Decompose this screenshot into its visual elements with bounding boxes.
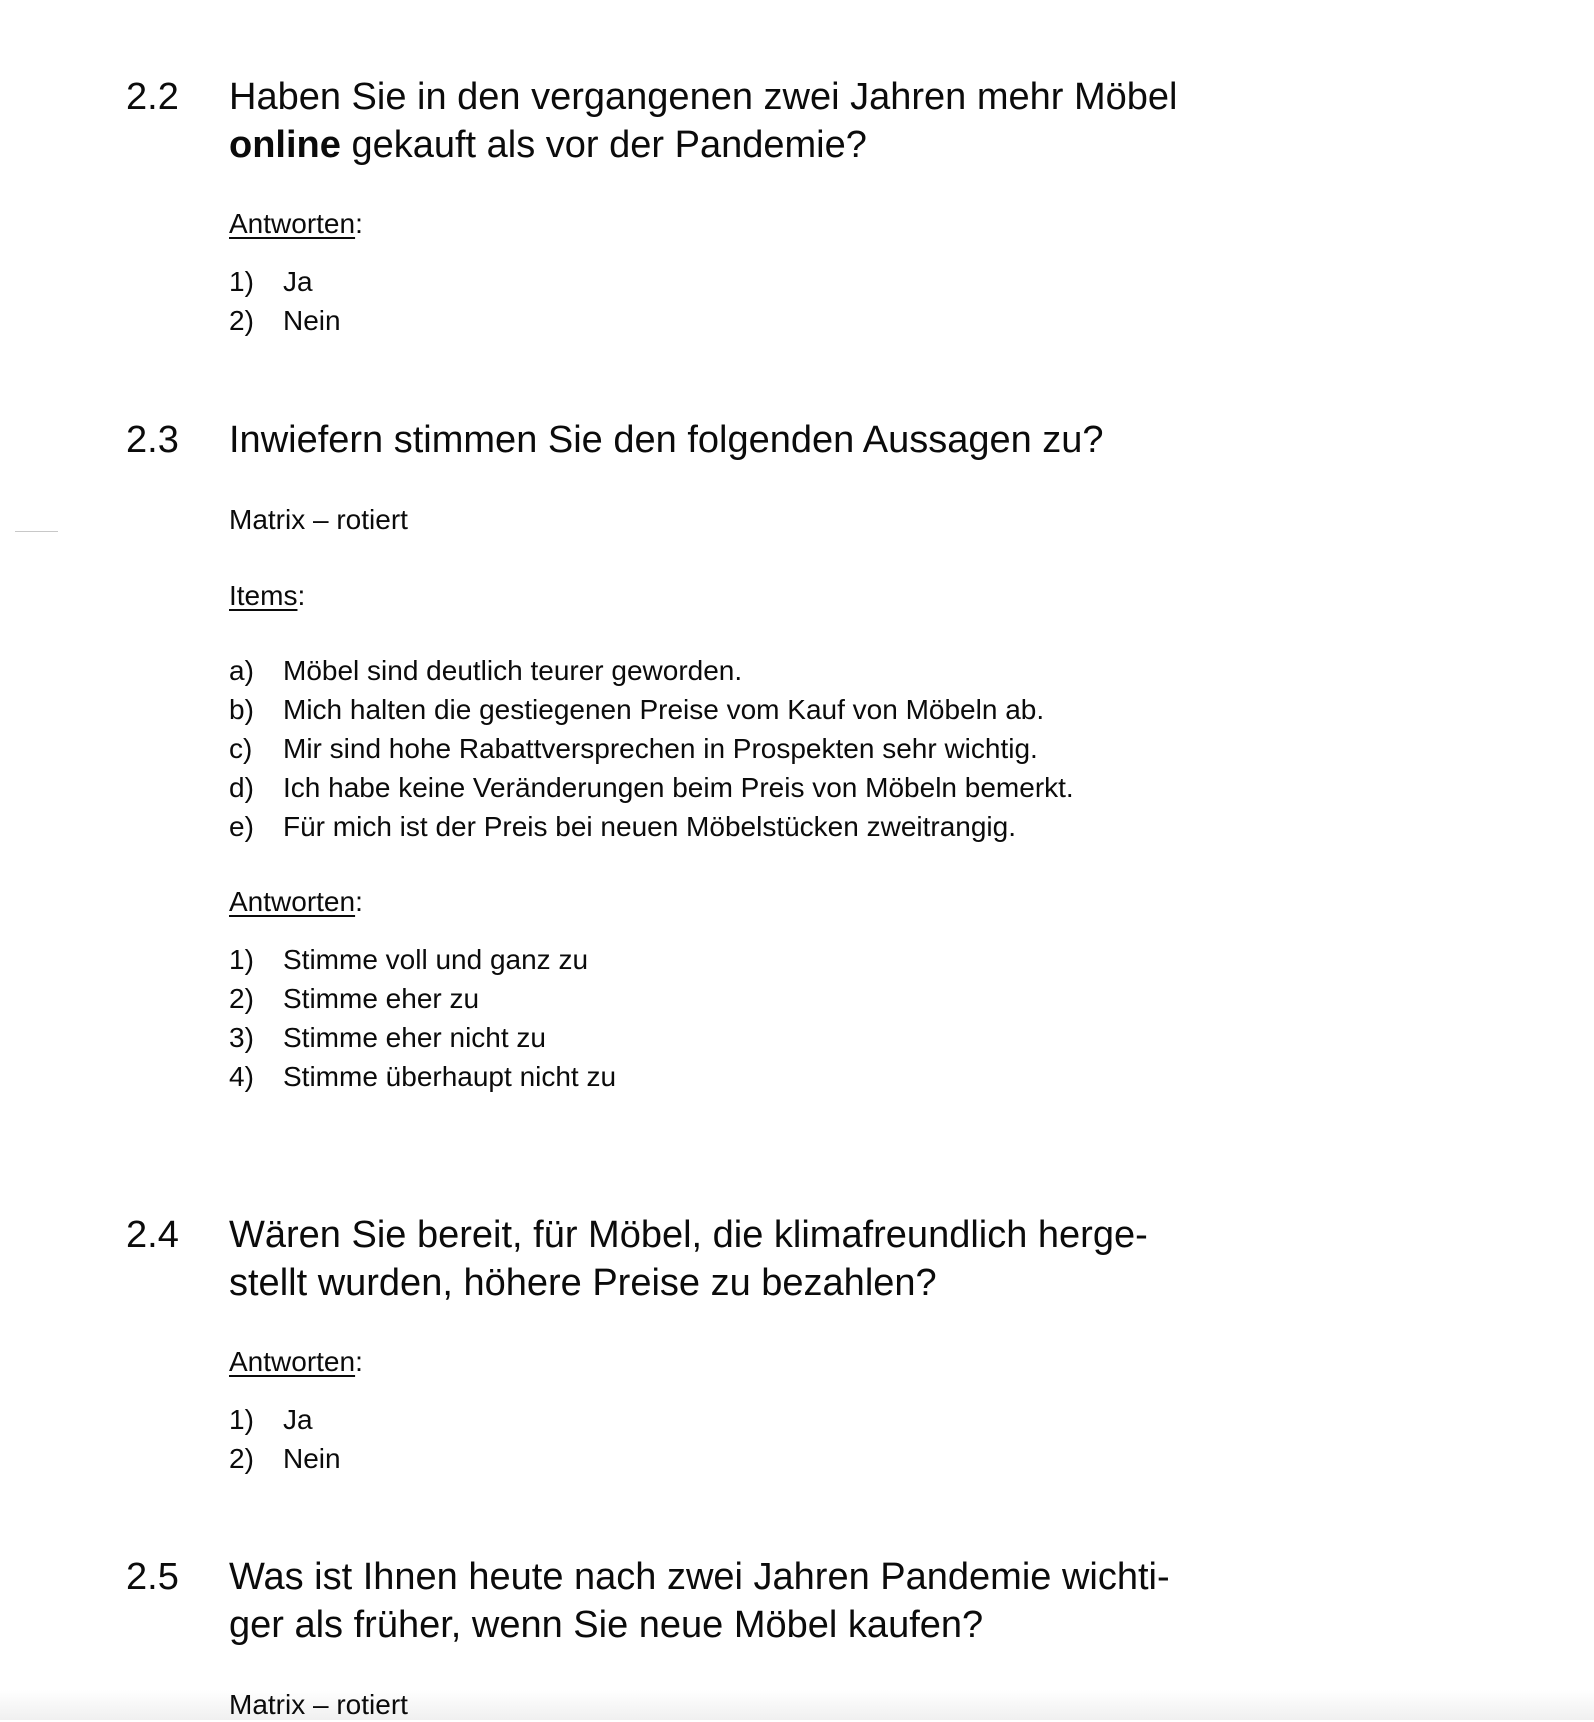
list-item [229, 940, 616, 979]
answers-label-text: Antworten [229, 1346, 356, 1377]
question-text-line-2: stellt wurden, höhere Preise zu bezahlen? [229, 1262, 937, 1304]
list-marker: 1) [229, 944, 254, 975]
label-colon: : [355, 208, 363, 239]
list-marker: e) [229, 811, 254, 842]
list-item-text: Stimme voll und ganz zu [283, 944, 589, 975]
question-text [229, 1211, 1229, 1307]
list-item-text: Mich halten die gestiegenen Preise vom Kauf von Möbeln ab. [283, 694, 1045, 725]
list-item [229, 1057, 616, 1096]
question-text-line-1: Haben Sie in den vergangenen zwei Jahren mehr Möbel [229, 76, 1178, 118]
question-number: 2.3 [126, 419, 179, 461]
question-text-line-1: Was ist Ihnen heute nach zwei Jahren Pandemie wichti- [229, 1556, 1170, 1598]
list-item-text: Nein [283, 305, 341, 336]
answers-label-text: Antworten [229, 886, 356, 917]
list-item-text: Ja [283, 1404, 313, 1435]
items-label-text: Items [229, 580, 298, 611]
list-marker: c) [229, 733, 253, 764]
answers-list-2-3 [229, 940, 616, 1096]
matrix-note: Matrix – rotiert [229, 504, 408, 535]
label-colon: : [355, 886, 363, 917]
question-number: 2.4 [126, 1214, 179, 1256]
question-text [229, 1553, 1229, 1649]
list-item-text: Nein [283, 1443, 341, 1474]
list-marker: 3) [229, 1022, 254, 1053]
question-text [229, 73, 1229, 169]
list-item [229, 1018, 616, 1057]
answers-label [229, 207, 363, 241]
matrix-note: Matrix – rotiert [229, 1689, 408, 1720]
list-item-text: Stimme eher nicht zu [283, 1022, 546, 1053]
question-number: 2.5 [126, 1556, 179, 1598]
list-item [229, 1439, 341, 1478]
list-item-text: Ja [283, 266, 313, 297]
list-item-text: Ich habe keine Veränderungen beim Preis von Möbeln bemerkt. [283, 772, 1074, 803]
list-item-text: Für mich ist der Preis bei neuen Möbelstücken zweitrangig. [283, 811, 1017, 842]
list-marker: a) [229, 655, 254, 686]
items-label [229, 579, 305, 613]
list-item [229, 1400, 341, 1439]
list-item [229, 262, 341, 301]
list-marker: 2) [229, 1443, 254, 1474]
answers-list-2-2 [229, 262, 341, 340]
question-text-emphasis: online [229, 124, 341, 166]
answers-label [229, 1345, 363, 1379]
question-text-line-2: ger als früher, wenn Sie neue Möbel kaufen? [229, 1604, 984, 1646]
list-marker: 4) [229, 1061, 254, 1092]
list-item [229, 651, 1074, 690]
list-marker: 1) [229, 1404, 254, 1435]
list-item [229, 690, 1074, 729]
list-marker: 1) [229, 266, 254, 297]
list-item-text: Stimme überhaupt nicht zu [283, 1061, 617, 1092]
list-marker: b) [229, 694, 254, 725]
list-item [229, 979, 616, 1018]
items-list-2-3 [229, 651, 1074, 846]
list-marker: 2) [229, 983, 254, 1014]
list-marker: 2) [229, 305, 254, 336]
list-item [229, 729, 1074, 768]
list-marker: d) [229, 772, 254, 803]
answers-list-2-4 [229, 1400, 341, 1478]
question-text: Inwiefern stimmen Sie den folgenden Aussagen zu? [229, 419, 1104, 461]
list-item [229, 301, 341, 340]
answers-label-text: Antworten [229, 208, 356, 239]
label-colon: : [297, 580, 306, 611]
margin-marker-line [15, 531, 58, 532]
list-item-text: Möbel sind deutlich teurer geworden. [283, 655, 743, 686]
label-colon: : [355, 1346, 363, 1377]
list-item-text: Mir sind hohe Rabattversprechen in Prospekten sehr wichtig. [283, 733, 1038, 764]
question-text-line-1: Wären Sie bereit, für Möbel, die klimafreundlich herge- [229, 1214, 1148, 1256]
list-item [229, 807, 1074, 846]
answers-label [229, 885, 363, 919]
question-text-line-2-rest: gekauft als vor der Pandemie? [340, 124, 867, 166]
list-item-text: Stimme eher zu [283, 983, 480, 1014]
question-text-line-2 [229, 121, 1229, 169]
list-item [229, 768, 1074, 807]
question-number: 2.2 [126, 76, 179, 118]
